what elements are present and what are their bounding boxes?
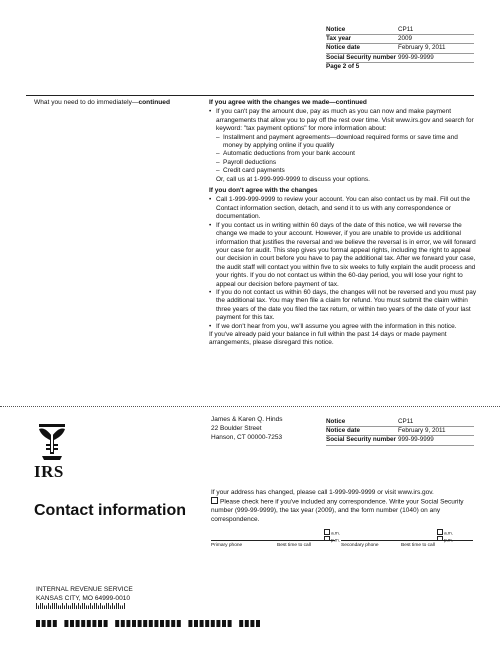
- notice-row: [326, 418, 474, 427]
- address-change-section: [211, 489, 473, 524]
- notice-row: [326, 26, 474, 35]
- pm-checkbox[interactable]: [324, 536, 330, 542]
- return-address-line: INTERNAL REVENUE SERVICE: [36, 586, 133, 593]
- best-time-label: Best time to call: [277, 543, 311, 548]
- notice-date-value: February 9, 2011: [398, 427, 446, 435]
- ssn-value: 999-99-9999: [398, 53, 434, 61]
- left-heading-emph: continued: [138, 99, 170, 106]
- disregard-note: If you've already paid your balance in full within the past 14 days or made payment arrangements, please disregard this notice.: [209, 330, 447, 347]
- agree-heading-text: If you agree with the changes we made—: [209, 99, 336, 106]
- tax-year-label: Tax year: [326, 35, 352, 43]
- address-line: James & Karen Q. Hinds: [211, 416, 283, 423]
- option-item: – Payroll deductions: [209, 159, 477, 167]
- main-content-column: [209, 99, 477, 348]
- option-item: – Installment and payment agreements—download required forms or save time and money by applying online if you qualify: [209, 134, 477, 151]
- disagree-bullet: • Call 1-999-999-9999 to review your account. You can also contact us by mail. Fill out the Contact information section, detach, and send it to us with any correspondence or documentation.: [209, 196, 477, 221]
- call-line: Or, call us at 1-999-999-9999 to discuss your options.: [216, 175, 370, 183]
- am-checkbox[interactable]: [437, 529, 443, 535]
- disagree-heading: If you don't agree with the changes: [209, 187, 318, 195]
- agree-heading-emph: continued: [335, 99, 367, 106]
- correspondence-check: [211, 497, 473, 524]
- disagree-bullet: • If we don't hear from you, we'll assume you agree with the information in this notice.: [209, 323, 477, 331]
- pm-label: p.m.: [331, 537, 341, 543]
- irs-logo-text: IRS: [34, 462, 64, 481]
- section-divider: [26, 95, 474, 96]
- best-time-label: Best time to call: [401, 543, 435, 548]
- taxpayer-address: [211, 415, 283, 442]
- ssn-row: [326, 54, 474, 63]
- disagree-bullet: • If you contact us in writing within 60 days of the date of this notice, we will reverse the change we made to your account. However, if you are unable to provide us additional information that justifies the reversal and we believe the reversal is in error, we will forward your case for audit. This step gives you formal appeal rights, including the right to appeal our decision in court before you have to pay the additional tax. After we forward your case, the audit staff will contact you within five to six weeks to fully explain the audit process and your rights. If you do not contact us within the 60-day period, you will lose your right to appeal our decision before payment of tax.: [209, 222, 477, 289]
- page-number: Page 2 of 5: [326, 62, 360, 70]
- correspondence-checkbox[interactable]: [211, 497, 218, 504]
- ssn-row: [326, 436, 474, 445]
- postal-barcode-icon: [36, 603, 126, 609]
- scan-line-code-icon: [36, 620, 276, 628]
- tax-year-row: [326, 35, 474, 44]
- correspondence-text: Please check here if you've included any correspondence. Write your Social Security number (999-99-9999), the tax year (2009), and the form number (1040) on any correspondence.: [211, 498, 464, 523]
- ssn-value: 999-99-9999: [398, 436, 434, 444]
- ssn-label: Social Security number: [326, 436, 396, 444]
- agree-heading: [209, 99, 477, 107]
- tax-year-value: 2009: [398, 35, 413, 43]
- notice-label: Notice: [326, 26, 346, 33]
- irs-eagle-logo-icon: [36, 422, 68, 462]
- primary-phone-label: Primary phone: [211, 543, 243, 548]
- agree-list: [209, 108, 477, 175]
- address-line: 22 Boulder Street: [211, 425, 262, 432]
- secondary-phone-field[interactable]: [341, 540, 473, 541]
- secondary-time-options: [437, 529, 453, 543]
- notice-value: CP11: [398, 418, 414, 425]
- option-item: – Credit card payments: [209, 167, 477, 175]
- am-checkbox[interactable]: [324, 529, 330, 535]
- notice-date-row: [326, 44, 474, 53]
- notice-date-label: Notice date: [326, 44, 360, 52]
- option-item: – Automatic deductions from your bank account: [209, 150, 477, 158]
- disagree-bullet: • If you do not contact us within 60 days, the changes will not be reversed and you must pay the additional tax. You may then file a claim for refund. You must submit the claim within three years of the date you filed the tax return, or within two years of the date of your last payment for this tax.: [209, 289, 477, 323]
- contact-info-title: Contact information: [34, 502, 186, 519]
- am-label: a.m.: [331, 530, 341, 536]
- notice-date-label: Notice date: [326, 427, 360, 435]
- return-address-line: KANSAS CITY, MO 64999-0010: [36, 594, 131, 602]
- am-label: a.m.: [444, 530, 454, 536]
- disagree-list: [209, 196, 477, 331]
- return-address: [36, 586, 133, 604]
- notice-date-row: [326, 427, 474, 436]
- agree-bullet: • If you can't pay the amount due, pay as much as you can now and make payment arrangements that allow you to pay off the rest over time. Visit www.irs.gov and search for keyword: "tax payment options" for more information about:: [209, 108, 477, 133]
- notice-info-table: [326, 26, 474, 71]
- phone-fields: [211, 527, 473, 549]
- address-line: Hanson, CT 00000-7253: [211, 434, 283, 441]
- notice-value: CP11: [398, 26, 414, 33]
- address-change-text: If your address has changed, please call 1-999-999-9999 or visit www.irs.gov.: [211, 489, 434, 496]
- secondary-phone-label: Secondary phone: [341, 543, 379, 548]
- primary-time-options: [324, 529, 340, 543]
- pm-checkbox[interactable]: [437, 536, 443, 542]
- contact-notice-table: [326, 418, 474, 446]
- notice-label: Notice: [326, 418, 346, 425]
- ssn-label: Social Security number: [326, 53, 396, 61]
- pm-label: p.m.: [444, 537, 454, 543]
- notice-date-value: February 9, 2011: [398, 44, 446, 52]
- primary-phone-field[interactable]: [211, 540, 335, 541]
- left-heading-text: What you need to do immediately—: [34, 99, 139, 106]
- left-section-heading: [34, 99, 170, 107]
- detach-cut-line: [0, 406, 500, 407]
